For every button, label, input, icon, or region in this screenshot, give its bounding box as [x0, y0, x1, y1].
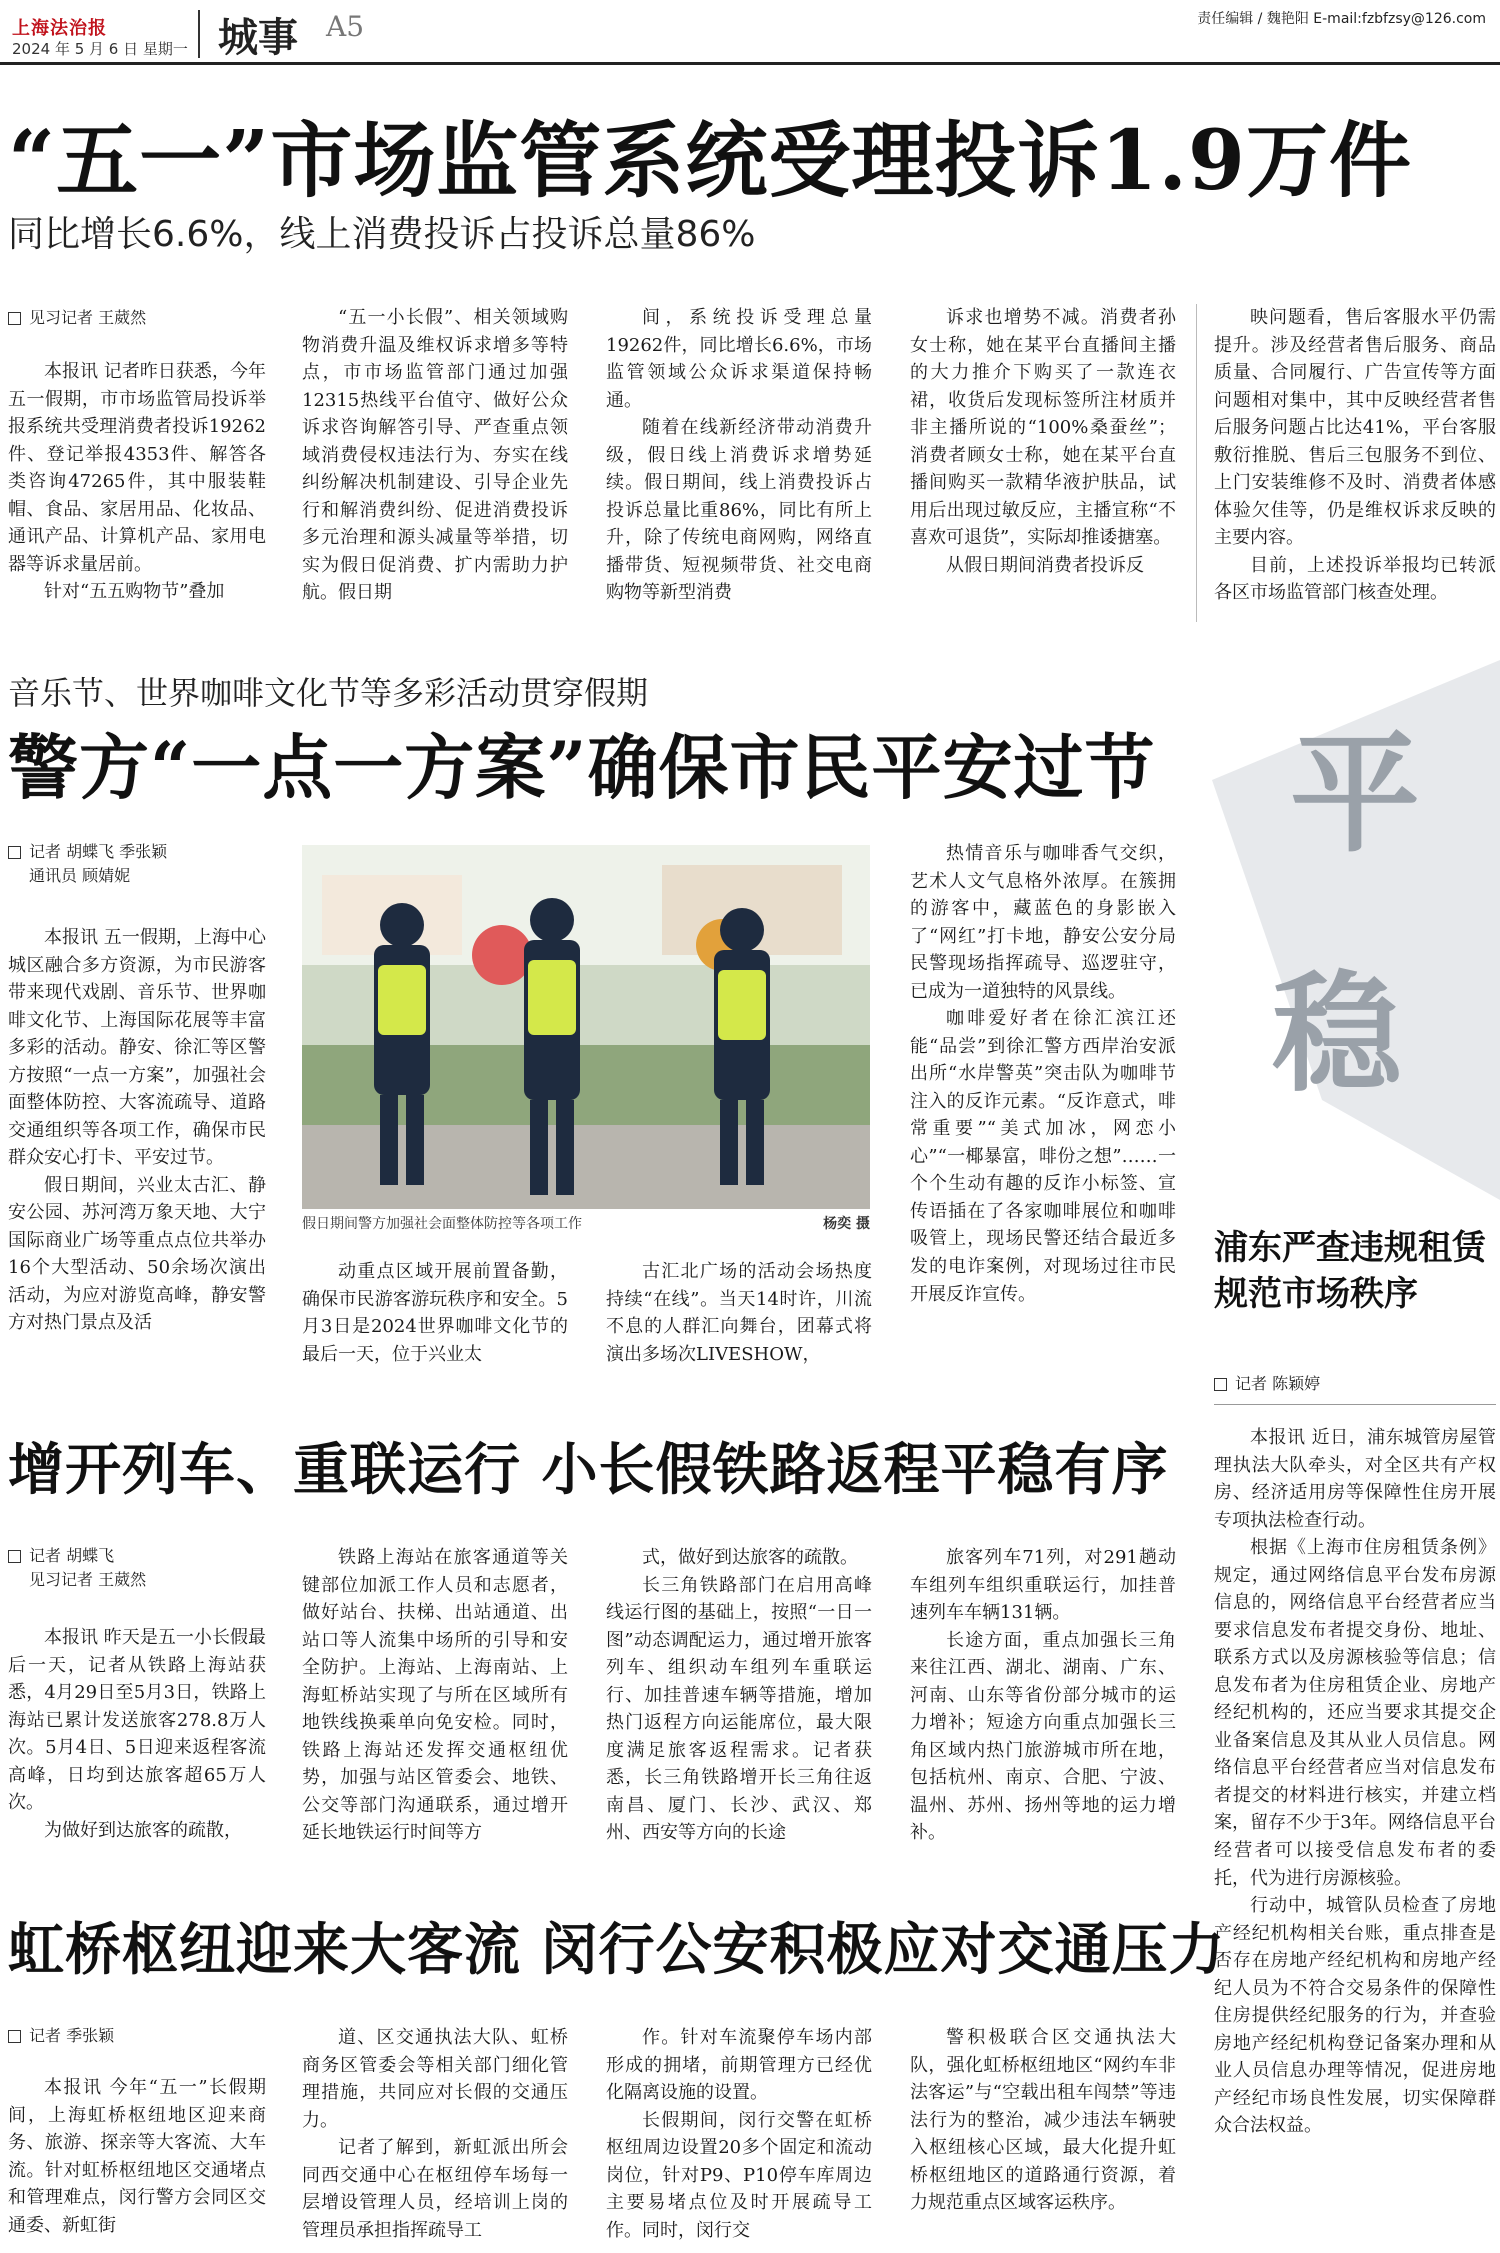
sidebar-byline-text: 记者 陈颖婷: [1235, 1374, 1321, 1393]
paragraph: 长三角铁路部门在启用高峰线运行图的基础上，按照“一日一图”动态调配运力，通过增开旅客列车、组织动车组列车重联运行、加挂普速车辆等措施，增加热门返程方向运能席位，最大限度满足旅客返程需求。记者获悉，长三角铁路增开长三角往返南昌、厦门、长沙、武汉、郑州、西安等方向的长途: [606, 1574, 872, 1844]
checkbox-glyph: [1214, 1378, 1227, 1391]
paragraph: 记者了解到，新虹派出所会同西交通中心在枢纽停车场每一层增设管理人员，经培训上岗的管理员承担指挥疏导工: [302, 2137, 568, 2241]
paragraph: 目前，上述投诉举报均已转派各区市场监管部门核查处理。: [1214, 554, 1496, 604]
article1-column-4: [910, 304, 1176, 622]
paragraph: 行动中，城管队员检查了房地产经纪机构相关台账，重点排查是否存在房地产经纪机构和房地产经纪人员为不符合交易条件的保障性住房提供经纪服务的行为，并查验房地产经纪机构登记备案办理和从业人员信息办理等情况，促进房地产经纪市场良性发展，切实保障群众合法权益。: [1214, 1895, 1496, 2137]
article2-column-4: [910, 840, 1176, 1374]
paragraph: 式，做好到达旅客的疏散。: [642, 1547, 858, 1568]
checkbox-glyph: [8, 2030, 21, 2043]
sidebar-body: [1214, 1424, 1496, 2246]
paragraph: 长途方面，重点加强长三角来往江西、湖北、湖南、广东、河南、山东等省份部分城市的运力增补；短途方向重点加强长三角区域内热门旅游城市所在地，包括杭州、南京、合肥、宁波、温州、苏州、扬州等地的运力增补。: [910, 1629, 1176, 1844]
paragraph: 本报讯 今年“五一”长假期间，上海虹桥枢纽地区迎来商务、旅游、探亲等大客流、大车流。针对虹桥枢纽地区交通堵点和管理难点，闵行警方会同区交通委、新虹街: [8, 2077, 266, 2236]
paragraph: 根据《上海市住房租赁条例》规定，通过网络信息平台发布房源信息的，网络信息平台经营者应当要求信息发布者提交身份、地址、联系方式以及房源核验等信息；信息发布者为住房租赁企业、房地产经纪机构的，还应当要求其提交企业备案信息及其从业人员信息。网络信息平台经营者应当对信息发布者提交的材料进行核实，并建立档案，留存不少于3年。网络信息平台经营者可以接受信息发布者的委托，代为进行房源核验。: [1214, 1537, 1496, 1889]
paragraph: 本报讯 近日，浦东城管房屋管理执法大队牵头，对全区共有产权房、经济适用房等保障性住房开展专项执法检查行动。: [1214, 1427, 1496, 1531]
article1-headline[interactable]: “五一”市场监管系统受理投诉1.9万件: [8, 113, 1412, 209]
article4-byline-text: 记者 季张颖: [29, 2026, 115, 2045]
section-name: 城事: [218, 14, 298, 61]
article1-byline: [8, 306, 146, 330]
header-divider: [198, 10, 200, 58]
article2-column-2: [302, 1258, 568, 1374]
masthead-date: 2024 年 5 月 6 日 星期一: [12, 40, 188, 58]
column-rule: [1196, 304, 1197, 622]
article3-byline: [8, 1544, 146, 1592]
paragraph: 映问题看，售后客服水平仍需提升。涉及经营者售后服务、商品质量、合同履行、广告宣传等方面问题相对集中，其中反映经营者售后服务问题占比达41%，平台客服敷衍推脱、售后三包服务不到位、上门安装维修不及时、消费者体感体验欠佳等，仍是维权诉求反映的主要内容。: [1214, 307, 1496, 549]
page-number: A5: [326, 10, 365, 43]
stability-graphic: [1212, 660, 1500, 1200]
article4-column-2: [302, 2024, 568, 2246]
paragraph: 本报讯 昨天是五一小长假最后一天，记者从铁路上海站获悉，4月29日至5月3日，铁路上海站已累计发送旅客278.8万人次。5月4日、5日迎来返程客流高峰，日均到达旅客超65万人次。: [8, 1627, 266, 1814]
article4-column-4: [910, 2024, 1176, 2246]
article1-subheadline: 同比增长6.6%，线上消费投诉占投诉总量86%: [8, 214, 756, 255]
paragraph: 铁路上海站在旅客通道等关键部位加派工作人员和志愿者，做好站台、扶梯、出站通道、出站口等人流集中场所的引导和安全防护。上海站、上海南站、上海虹桥站实现了与所在区域所有地铁线换乘单向免安检。同时，铁路上海站还发挥交通枢纽优势，加强与站区管委会、地铁、公交等部门沟通联系，通过增开延长地铁运行时间等方: [302, 1547, 568, 1844]
photo-caption: [302, 1213, 870, 1233]
police-patrol-photo: [302, 845, 870, 1209]
paragraph: 热情音乐与咖啡香气交织，艺术人文气息格外浓厚。在簇拥的游客中，藏蓝色的身影嵌入了“网红”打卡地，静安公安分局民警现场指挥疏导、巡逻驻守，已成为一道独特的风景线。: [910, 843, 1176, 1002]
checkbox-glyph: [8, 846, 21, 859]
article2-byline-line2: 通讯员 顾婧妮: [29, 866, 131, 885]
article2-column-3: [606, 1258, 872, 1374]
checkbox-glyph: [8, 1550, 21, 1563]
article3-column-1: [8, 1624, 266, 1854]
header-rule: [0, 62, 1500, 65]
paragraph: 道、区交通执法大队、虹桥商务区管委会等相关部门细化管理措施，共同应对长假的交通压力。: [302, 2027, 568, 2131]
sidebar-headline[interactable]: 浦东严查违规租赁规范市场秩序: [1214, 1228, 1486, 1314]
article4-headline[interactable]: 虹桥枢纽迎来大客流 闵行公安积极应对交通压力: [8, 1917, 1226, 1983]
photo-caption-text: 假日期间警方加强社会面整体防控等各项工作: [302, 1216, 582, 1232]
paragraph: 随着在线新经济带动消费升级，假日线上消费诉求增势延续。假日期间，线上消费投诉占投诉总量比重86%，同比有所上升，除了传统电商网购，网络直播带货、短视频带货、社交电商购物等新型消费: [606, 417, 872, 604]
article4-column-3: [606, 2024, 872, 2246]
paragraph: 古汇北广场的活动会场热度持续“在线”。当天14时许，川流不息的人群汇向舞台，团幕式将演出多场次LIVESHOW，: [606, 1261, 872, 1365]
article2-byline-line1: 记者 胡蝶飞 季张颖: [29, 842, 168, 861]
article3-column-3: [606, 1544, 872, 1854]
paragraph: 间，系统投诉受理总量19262件，同比增长6.6%，市场监管领域公众诉求渠道保持畅通。: [606, 307, 872, 411]
article1-column-1: [8, 358, 266, 622]
paragraph: 针对“五五购物节”叠加: [44, 581, 225, 603]
article1-column-3: [606, 304, 872, 622]
paragraph: 旅客列车71列，对291趟动车组列车组织重联运行，加挂普速列车车辆131辆。: [910, 1547, 1176, 1624]
article3-byline-line2: 见习记者 王葳然: [29, 1570, 147, 1589]
article3-headline[interactable]: 增开列车、重联运行 小长假铁路返程平稳有序: [8, 1437, 1169, 1503]
paragraph: 从假日期间消费者投诉反: [946, 554, 1144, 576]
sidebar-byline: [1214, 1372, 1320, 1396]
photo-credit: 杨奕 摄: [823, 1216, 870, 1232]
paragraph: 作。针对车流聚停车场内部形成的拥堵，前期管理方已经优化隔离设施的设置。: [606, 2027, 872, 2104]
article2-byline: [8, 840, 167, 888]
paragraph: 动重点区域开展前置备勤，确保市民游客游玩秩序和安全。5月3日是2024世界咖啡文化节的最后一天，位于兴业太: [302, 1261, 568, 1365]
article3-byline-line1: 记者 胡蝶飞: [29, 1546, 115, 1565]
paragraph: 咖啡爱好者在徐汇滨江还能“品尝”到徐汇警方西岸治安派出所“水岸警英”突击队为咖啡节注入的反诈元素。“反诈意式，啡常重要”“美式加冰，网恋小心”“一椰暴富，啡份之想”……一个个生动有趣的反诈小标签、宣传语插在了各家咖啡展位和咖啡吸管上，现场民警还结合最近多发的电诈案例，对现场过往市民开展反诈宣传。: [910, 1008, 1176, 1305]
paragraph: 长假期间，闵行交警在虹桥枢纽周边设置20多个固定和流动岗位，针对P9、P10停车库周边主要易堵点位及时开展疏导工作。同时，闵行交: [606, 2109, 872, 2241]
article2-headline[interactable]: 警方“一点一方案”确保市民平安过节: [8, 726, 1156, 809]
article4-byline: [8, 2024, 114, 2048]
graphic-char-ping: 平: [1290, 717, 1421, 870]
paragraph: 假日期间，兴业太古汇、静安公园、苏河湾万象天地、大宁国际商业广场等重点点位共举办16个大型活动、50余场次演出活动，为应对游览高峰，静安警方对热门景点及活: [8, 1174, 266, 1334]
checkbox-glyph: [8, 312, 21, 325]
article4-column-1: [8, 2074, 266, 2246]
paragraph: 为做好到达旅客的疏散，: [44, 1819, 242, 1841]
article2-column-1: [8, 924, 266, 1374]
photo-illustration: [302, 845, 870, 1209]
article1-column-2: [302, 304, 568, 622]
article1-column-5: [1214, 304, 1496, 622]
article3-column-4: [910, 1544, 1176, 1854]
masthead-logo: 上海法治报: [12, 18, 107, 39]
paragraph: 警积极联合区交通执法大队，强化虹桥枢纽地区“网约车非法客运”与“空载出租车闯禁”等违法行为的整治，减少违法车辆驶入枢纽核心区域，最大化提升虹桥枢纽地区的道路通行资源，着力规范重点区域客运秩序。: [910, 2027, 1176, 2214]
paragraph: “五一小长假”、相关领域购物消费升温及维权诉求增多等特点，市市场监管部门通过加强12315热线平台值守、做好公众诉求咨询解答引导、严查重点领域消费侵权违法行为、夯实在线纠纷解决机制建设、引导企业先行和解消费纠纷、促进消费投诉多元治理和源头减量等举措，切实为假日促消费、扩内需助力护航。假日期: [302, 307, 568, 604]
article1-byline-text: 见习记者 王葳然: [29, 308, 147, 327]
editor-info: 责任编辑 / 魏艳阳 E-mail:fzbfzsy@126.com: [1197, 11, 1486, 27]
paragraph: 本报讯 五一假期，上海中心城区融合多方资源，为市民游客带来现代戏剧、音乐节、世界咖啡文化节、上海国际花展等丰富多彩的活动。静安、徐汇等区警方按照“一点一方案”，加强社会面整体防控、大客流疏导、道路交通组织等各项工作，确保市民群众安心打卡、平安过节。: [8, 927, 266, 1169]
paragraph: 诉求也增势不减。消费者孙女士称，她在某平台直播间主播的大力推介下购买了一款连衣裙，收货后发现标签所注材质并非主播所说的“100%桑蚕丝”；消费者顾女士称，她在某平台直播间购买一款精华液护肤品，试用后出现过敏反应，主播宣称“不喜欢可退货”，实际却推诿搪塞。: [910, 307, 1176, 549]
article2-kicker: 音乐节、世界咖啡文化节等多彩活动贯穿假期: [8, 674, 649, 712]
article3-column-2: [302, 1544, 568, 1854]
paragraph: 本报讯 记者昨日获悉，今年五一假期，市市场监管局投诉举报系统共受理消费者投诉19262件、登记举报4353件、解答各类咨询47265件，其中服装鞋帽、食品、家居用品、化妆品、通讯产品、计算机产品、家用电器等诉求量居前。: [8, 361, 266, 575]
sidebar-rule: [1214, 1404, 1496, 1405]
graphic-char-wen: 稳: [1272, 957, 1403, 1110]
